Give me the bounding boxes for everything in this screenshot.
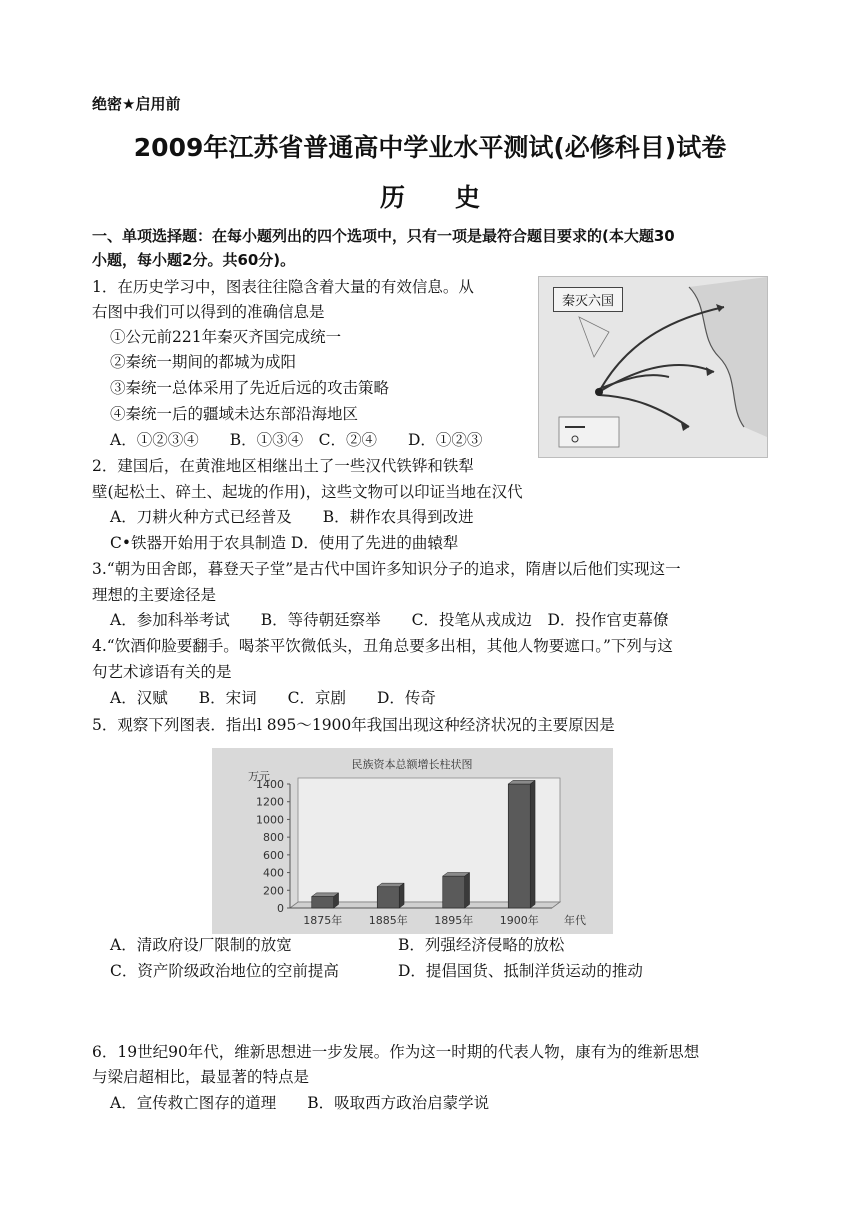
q5-option-a: A．清政府设厂限制的放宽 (110, 936, 292, 954)
map-title: 秦灭六国 (553, 287, 623, 312)
exam-title: 2009年江苏省普通高中学业水平测试(必修科目)试卷 (133, 133, 727, 162)
qin-map-figure (538, 276, 768, 458)
x-tick-label: 1900年 (499, 914, 539, 927)
q5-option-b: B．列强经济侵略的放松 (398, 936, 565, 954)
q2-stem-line1: 2．建国后，在黄淮地区相继出土了一些汉代铁铧和铁犁 (92, 457, 474, 475)
q1-statement-1: ①公元前221年秦灭齐国完成统一 (110, 328, 342, 346)
bar-side (530, 780, 535, 908)
bar (443, 876, 465, 908)
y-tick-label: 400 (263, 866, 284, 880)
y-tick-label: 200 (263, 884, 284, 898)
q3-stem-line2: 理想的主要途径是 (92, 586, 217, 604)
q4-stem-line2: 句艺术谚语有关的是 (92, 663, 232, 681)
q1-stem-line2: 右图中我们可以得到的准确信息是 (92, 303, 325, 321)
q1-statement-4: ④秦统一后的疆域未达东部沿海地区 (110, 405, 359, 423)
q5-option-c: C．资产阶级政治地位的空前提高 (110, 962, 339, 980)
q5-option-d: D．提倡国货、抵制洋货运动的推动 (398, 962, 643, 980)
confidential-label: 绝密★启用前 (92, 95, 181, 113)
y-tick-label: 600 (263, 848, 284, 862)
section-instructions-line2: 小题，每小题2分。共60分)。 (92, 251, 296, 269)
y-axis-label: 万元 (248, 770, 270, 783)
y-tick-label: 800 (263, 831, 284, 845)
chart-svg (212, 748, 613, 934)
q1-statement-2: ②秦统一期间的都城为成阳 (110, 353, 297, 371)
x-axis-label: 年代 (564, 914, 586, 927)
q6-stem-line1: 6．19世纪90年代，维新思想进一步发展。作为这一时期的代表人物，康有为的维新思想 (92, 1043, 700, 1061)
bar (508, 784, 530, 908)
bar (312, 896, 334, 908)
q1-options: A．①②③④ B．①③④ C．②④ D．①②③ (110, 431, 483, 449)
q2-options-ab: A．刀耕火种方式已经普及 B．耕作农具得到改进 (110, 508, 474, 526)
bar-side (399, 883, 404, 908)
q3-options: A．参加科举考试 B．等待朝廷察举 C．投笔从戎成边 D．投作官吏幕僚 (110, 611, 669, 629)
q6-stem-line2: 与梁启超相比，最显著的特点是 (92, 1068, 310, 1086)
q4-stem-line1: 4.“饮酒仰脸要翻手。喝茶平饮微低头，丑角总要多出相，其他人物要遮口。”下列与这 (92, 637, 673, 655)
q6-options: A．宣传救亡图存的道理 B．吸取西方政治启蒙学说 (110, 1094, 490, 1112)
x-tick-label: 1895年 (434, 914, 474, 927)
q4-options: A．汉赋 B．宋词 C．京剧 D．传奇 (110, 689, 436, 707)
q2-options-cd: C•铁器开始用于农具制造 D．使用了先进的曲辕犁 (110, 534, 459, 552)
q1-statement-3: ③秦统一总体采用了先近后远的攻击策略 (110, 379, 390, 397)
bar-side (465, 873, 470, 908)
bar (377, 887, 399, 908)
q3-stem-line1: 3.“朝为田舍郎，暮登天子堂”是古代中国许多知识分子的追求，隋唐以后他们实现这一 (92, 560, 681, 578)
section-instructions-line1: 一、单项选择题：在每小题列出的四个选项中，只有一项是最符合题目要求的(本大题30 (92, 227, 675, 245)
y-tick-label: 0 (277, 902, 284, 915)
y-tick-label: 1000 (256, 813, 284, 827)
x-tick-label: 1875年 (303, 914, 343, 927)
capital-bar-chart (212, 748, 613, 934)
chart-title: 民族资本总额增长柱状图 (351, 758, 473, 771)
subject-title: 历史 (379, 183, 530, 212)
x-tick-label: 1885年 (368, 914, 408, 927)
q1-stem-line1: 1．在历史学习中，图表往往隐含着大量的有效信息。从 (92, 278, 474, 296)
q2-stem-line2: 壁(起松土、碎土、起垅的作用)，这些文物可以印证当地在汉代 (92, 483, 523, 501)
y-tick-label: 1200 (256, 795, 284, 809)
y-tick-label: 1400 (256, 778, 284, 791)
q5-stem: 5．观察下列图表．指出l 895～1900年我国出现这种经济状况的主要原因是 (92, 716, 615, 734)
